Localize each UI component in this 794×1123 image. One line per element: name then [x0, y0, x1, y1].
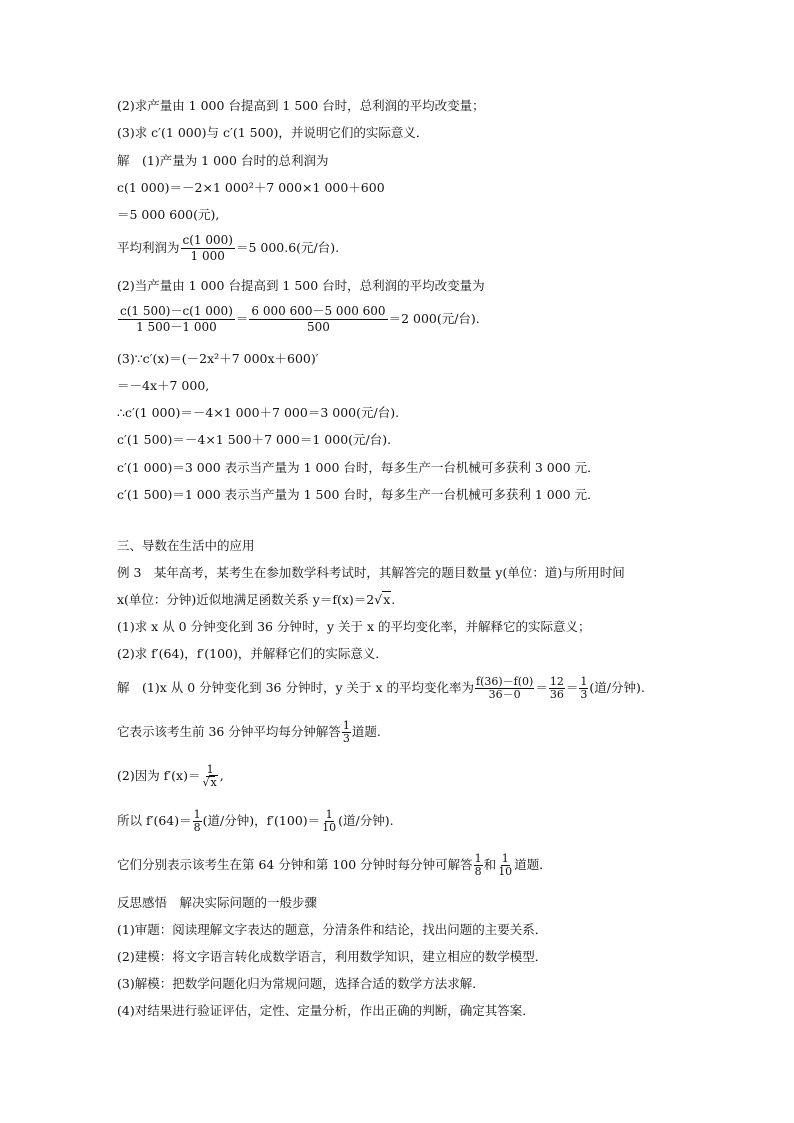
denominator: 1 000 [190, 249, 225, 263]
denominator [201, 777, 218, 789]
sqrt-symbol: √ [202, 776, 210, 789]
equation-line: c′(1 500)＝－4×1 500＋7 000＝1 000(元/台). [117, 432, 392, 447]
example-text: 例 3 某年高考，某考生在参加数学科考试时，其解答完的题目数量 y(单位：道)与所用时间 [117, 565, 625, 580]
fraction [321, 809, 337, 834]
reflection-step: (1)审题：阅读理解文字表达的题意，分清条件和结论，找出问题的主要关系． [117, 922, 548, 937]
text: ＝5 000.6(元/台). [235, 240, 340, 255]
text-line: c′(1 000)＝3 000 表示当产量为 1 000 台时，每多生产一台机械可多获利 3 000 元． [117, 460, 600, 475]
text: 道题． [514, 857, 552, 872]
text: (道/分钟)，f′(100)＝ [202, 813, 321, 828]
denominator: 36－0 [488, 688, 521, 701]
numerator: 1 [325, 808, 333, 821]
reflection-heading: 反思感悟 解决实际问题的一般步骤 [117, 895, 318, 910]
denominator: 1 500－1 000 [136, 320, 217, 334]
numerator: 1 [342, 719, 350, 732]
fraction [549, 676, 565, 701]
solution-line [117, 764, 224, 789]
denominator: 3 [342, 732, 350, 745]
fraction [201, 764, 218, 789]
text: . [391, 592, 396, 607]
numerator: c(1 500)－c(1 000) [120, 304, 233, 318]
question-1: (1)求 x 从 0 分钟变化到 36 分钟时，y 关于 x 的平均变化率，并解释它的实际意义； [117, 619, 591, 634]
text-line: c′(1 500)＝1 000 表示当产量为 1 500 台时，每多生产一台机械可多获利 1 000 元． [117, 487, 600, 502]
sqrt-symbol: √ [374, 592, 383, 607]
numerator: 1 [501, 852, 509, 865]
question-2: (2)求 f′(64)，f′(100)，并解释它们的实际意义． [117, 646, 388, 661]
text: ＝ [235, 311, 249, 326]
text-line: (2)当产量由 1 000 台提高到 1 500 台时，总利润的平均改变量为 [117, 278, 485, 293]
numerator: c(1 000) [182, 233, 233, 247]
reflection-step: (4)对结果进行验证评估，定性、定量分析，作出正确的判断，确定其答案． [117, 1003, 535, 1018]
fraction [497, 853, 513, 878]
text: 所以 f′(64)＝ [117, 813, 192, 828]
equation-line: ＝－4x＋7 000, [117, 378, 210, 393]
reflection-step: (2)建模：将文字语言转化成数学语言，利用数学知识，建立相应的数学模型． [117, 949, 548, 964]
text: ＝ [565, 680, 579, 695]
text-line: (3)求 c′(1 000)与 c′(1 500)，并说明它们的实际意义． [117, 125, 429, 140]
text-line: (2)求产量由 1 000 台提高到 1 500 台时，总利润的平均改变量； [117, 98, 485, 113]
solution-line [117, 809, 394, 834]
text: ＝2 000(元/台). [388, 311, 480, 326]
fraction [579, 676, 588, 701]
solution-line [117, 853, 552, 878]
radicand: x [210, 776, 217, 789]
text: (道/分钟). [589, 680, 645, 695]
text: 平均利润为 [117, 240, 180, 255]
average-change-line [117, 304, 480, 335]
denominator: 10 [498, 865, 513, 878]
fraction [249, 304, 387, 335]
text: x(单位：分钟)近似地满足函数关系 y＝f(x)＝2 [117, 592, 375, 607]
average-profit-line [117, 233, 339, 264]
text: (2)因为 f′(x)＝ [117, 768, 201, 783]
text: , [219, 768, 224, 783]
numerator: 1 [193, 808, 201, 821]
fraction [475, 676, 534, 701]
section-heading: 三、导数在生活中的应用 [117, 538, 255, 553]
numerator: 1 [474, 852, 482, 865]
equation-line: c(1 000)＝－2×1 000²＋7 000×1 000＋600 [117, 180, 385, 195]
denominator: 3 [580, 688, 588, 701]
text: 和 [483, 857, 497, 872]
example-text [117, 592, 395, 608]
fraction [193, 809, 202, 834]
text: 它表示该考生前 36 分钟平均每分钟解答 [117, 724, 341, 739]
text: 道题. [351, 724, 381, 739]
denominator: 8 [474, 865, 482, 878]
fraction [342, 720, 351, 745]
equation-line: ＝5 000 600(元), [117, 207, 220, 222]
denominator: 10 [322, 821, 337, 834]
fraction [181, 233, 235, 264]
fraction [474, 853, 483, 878]
numerator: 12 [549, 675, 564, 688]
text: 它们分别表示该考生在第 64 分钟和第 100 分钟时每分钟可解答 [117, 857, 473, 872]
radicand: x [383, 592, 391, 607]
solution-line [117, 676, 645, 701]
numerator: 1 [206, 763, 214, 776]
numerator: 1 [580, 675, 588, 688]
denominator: 36 [549, 688, 564, 701]
numerator: f(36)－f(0) [476, 675, 534, 688]
equation-line: ∴c′(1 000)＝－4×1 000＋7 000＝3 000(元/台). [117, 405, 400, 420]
reflection-step: (3)解模：把数学问题化归为常规问题，选择合适的数学方法求解． [117, 976, 485, 991]
denominator: 8 [193, 821, 201, 834]
text: (道/分钟). [338, 813, 394, 828]
text: 解 (1)x 从 0 分钟变化到 36 分钟时，y 关于 x 的平均变化率为 [117, 680, 475, 695]
denominator: 500 [307, 320, 330, 334]
text: ＝ [535, 680, 548, 695]
fraction [118, 304, 235, 335]
solution-heading: 解 (1)产量为 1 000 台时的总利润为 [117, 153, 329, 168]
equation-line: (3)∵c′(x)＝(－2x²＋7 000x＋600)′ [117, 351, 319, 366]
numerator: 6 000 600－5 000 600 [251, 304, 386, 318]
solution-line [117, 720, 381, 745]
